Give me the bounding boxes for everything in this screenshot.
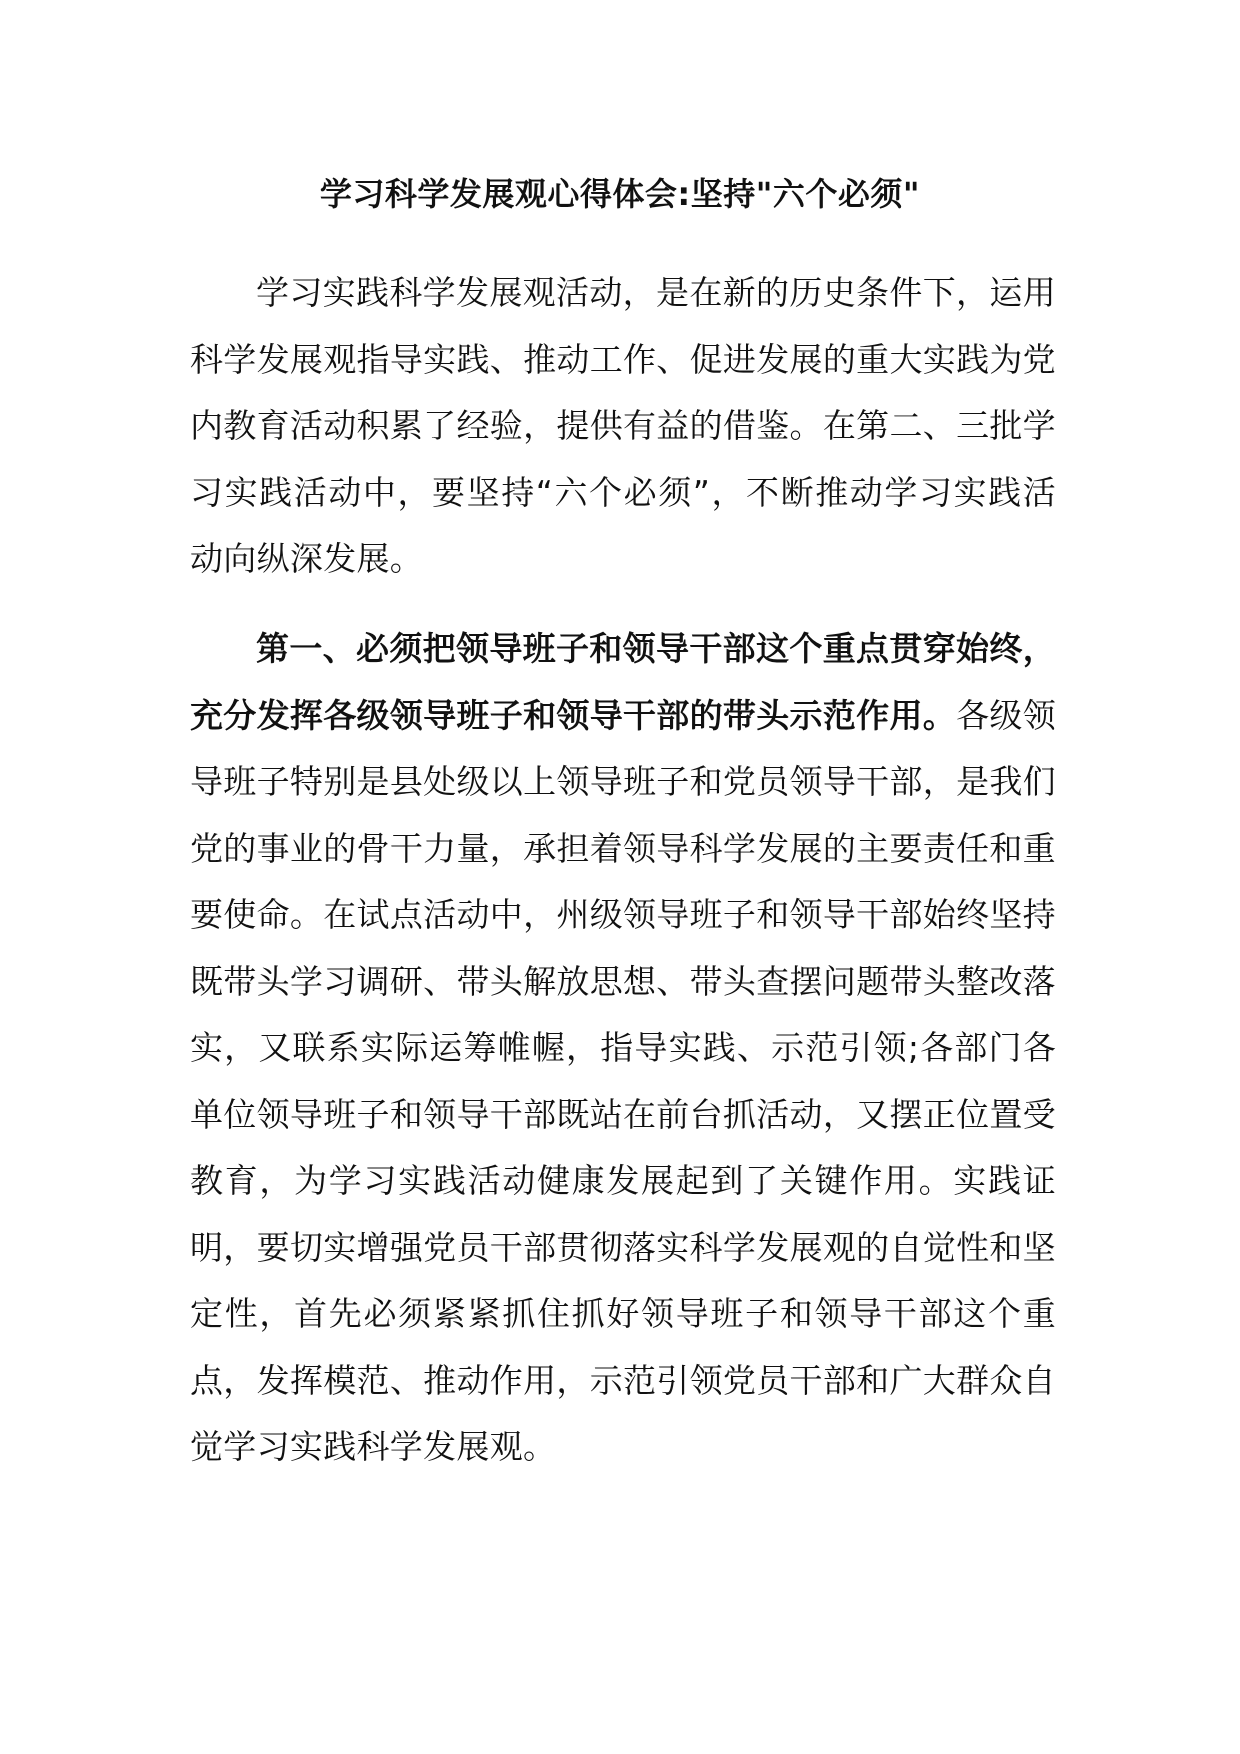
first-point-paragraph — [190, 616, 1056, 1481]
first-point-body: 各级领导班子特别是县处级以上领导班子和党员领导干部，是我们党的事业的骨干力量，承担着领导科学发展的主要责任和重要使命。在试点活动中，州级领导班子和领导干部始终坚持既带头学习调研、带头解放思想、带头查摆问题带头整改落实，又联系实际运筹帷幄，指导实践、示范引领;各部门各单位领导班子和领导干部既站在前台抓活动，又摆正位置受教育，为学习实践活动健康发展起到了关键作用。实践证明，要切实增强党员干部贯彻落实科学发展观的自觉性和坚定性，首先必须紧紧抓住抓好领导班子和领导干部这个重点，发挥模范、推动作用，示范引领党员干部和广大群众自觉学习实践科学发展观。 — [190, 695, 1056, 1466]
document-title: 学习科学发展观心得体会:坚持"六个必须" — [319, 175, 921, 213]
intro-paragraph — [190, 260, 1056, 593]
intro-paragraph-text: 学习实践科学发展观活动，是在新的历史条件下，运用科学发展观指导实践、推动工作、促进发展的重大实践为党内教育活动积累了经验，提供有益的借鉴。在第二、三批学习实践活动中，要坚持“六个必须”，不断推动学习实践活动向纵深发展。 — [190, 273, 1056, 578]
first-point-heading: 第一、必须把领导班子和领导干部这个重点贯穿始终，充分发挥各级领导班子和领导干部的带头示范作用。 — [190, 629, 1056, 735]
